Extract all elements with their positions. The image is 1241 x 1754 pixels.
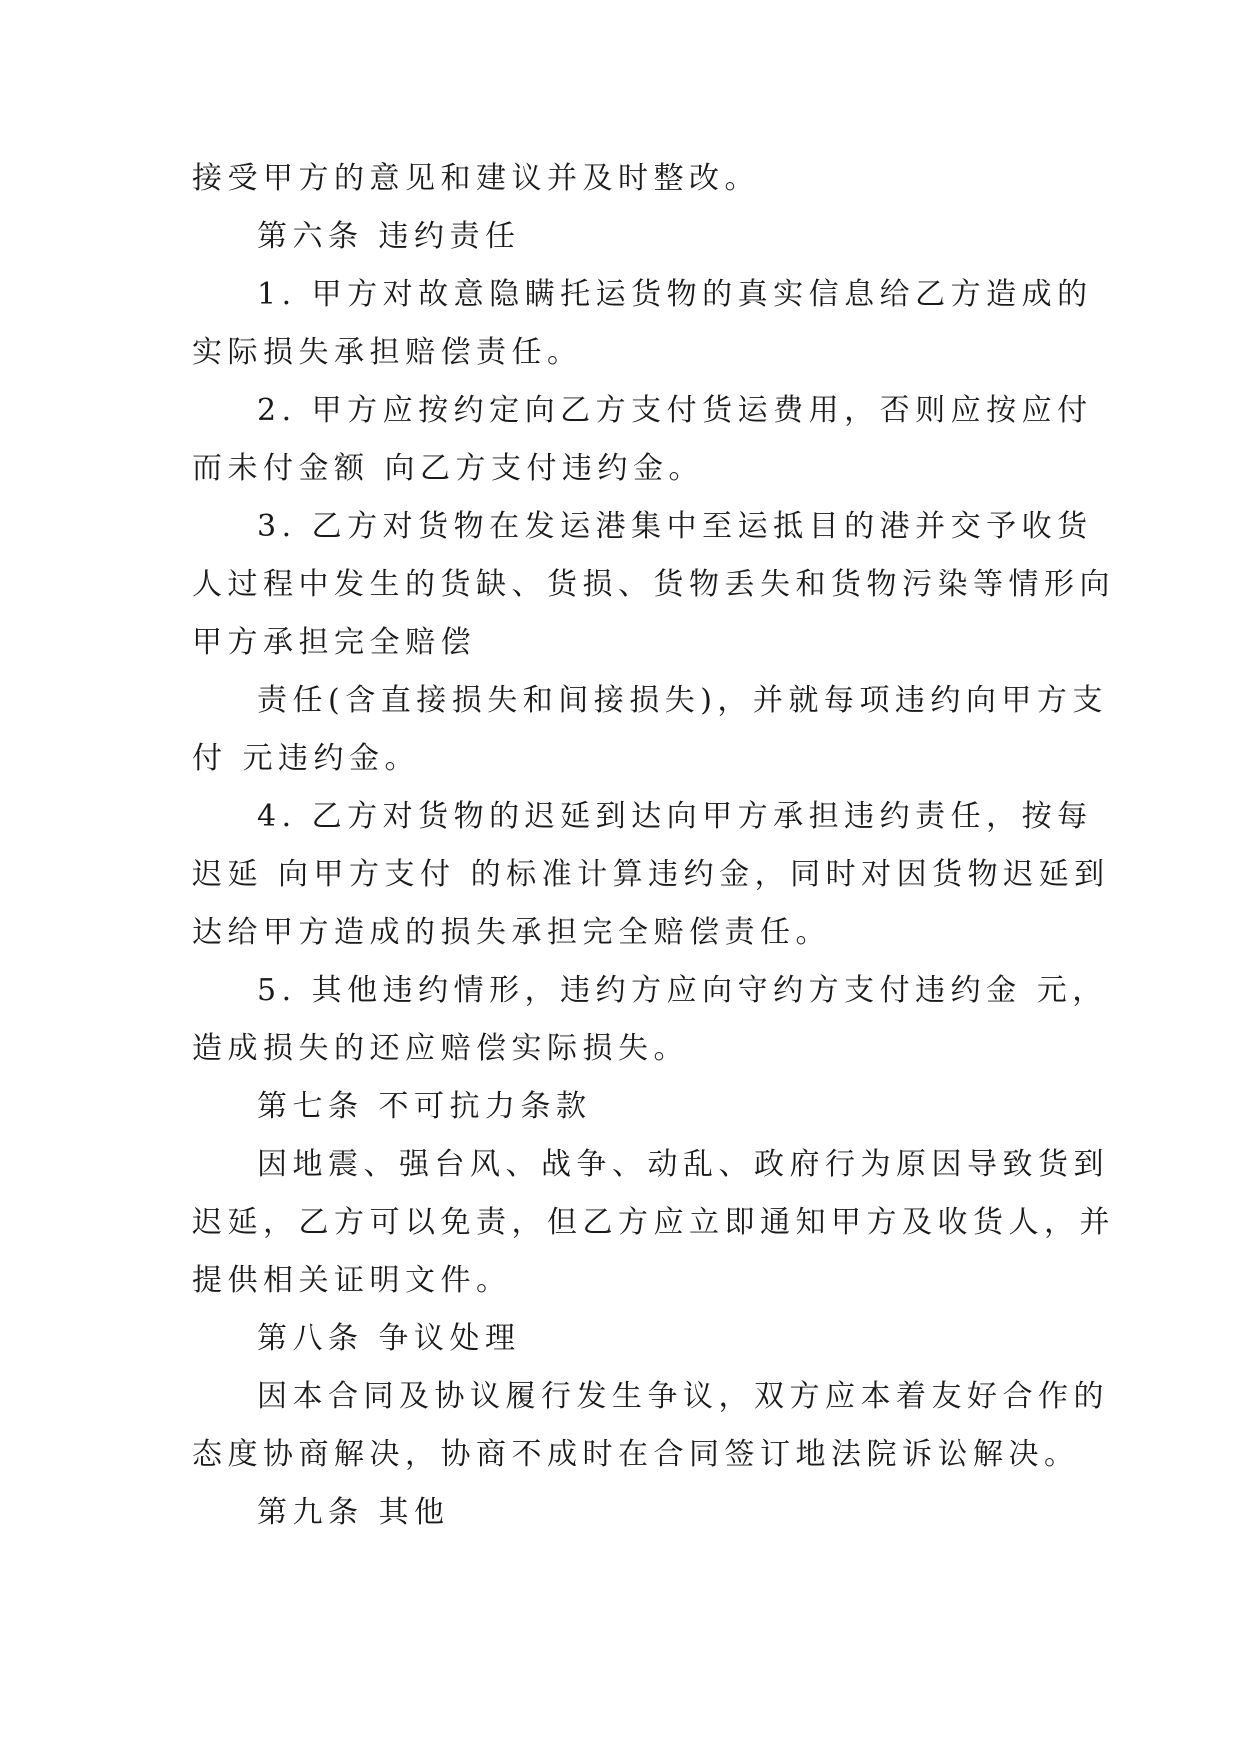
text-line: 接受甲方的意见和建议并及时整改。 (192, 161, 760, 196)
text-line: 5. 其他违约情形，违约方应向守约方支付违约金 元， (257, 973, 1108, 1008)
text-line: 甲方承担完全赔偿 (192, 625, 476, 660)
text-line: 2. 甲方应按约定向乙方支付货运费用，否则应按应付 (257, 393, 1093, 428)
text-line: 迟延 向甲方支付 的标准计算违约金，同时对因货物迟延到 (192, 857, 1110, 892)
text-line: 第六条 违约责任 (257, 219, 521, 254)
text-line: 责任(含直接损失和间接损失)，并就每项违约向甲方支 (257, 683, 1108, 718)
text-line: 造成损失的还应赔偿实际损失。 (192, 1031, 689, 1066)
text-line: 4. 乙方对货物的迟延到达向甲方承担违约责任，按每 (257, 799, 1093, 834)
text-line: 提供相关证明文件。 (192, 1263, 512, 1298)
text-line: 因地震、强台风、战争、动乱、政府行为原因导致货到 (257, 1147, 1109, 1182)
text-line: 迟延，乙方可以免责，但乙方应立即通知甲方及收货人，并 (192, 1205, 1115, 1240)
text-line: 付 元违约金。 (192, 741, 421, 776)
text-line: 达给甲方造成的损失承担完全赔偿责任。 (192, 915, 831, 950)
text-line: 因本合同及协议履行发生争议，双方应本着友好合作的 (257, 1379, 1109, 1414)
text-line: 而未付金额 向乙方支付违约金。 (192, 451, 705, 486)
text-line: 人过程中发生的货缺、货损、货物丢失和货物污染等情形向 (192, 567, 1115, 602)
text-line: 态度协商解决，协商不成时在合同签订地法院诉讼解决。 (192, 1437, 1080, 1472)
text-line: 实际损失承担赔偿责任。 (192, 335, 583, 370)
text-line: 第八条 争议处理 (257, 1321, 521, 1356)
text-line: 1. 甲方对故意隐瞒托运货物的真实信息给乙方造成的 (257, 277, 1093, 312)
text-line: 3. 乙方对货物在发运港集中至运抵目的港并交予收货 (257, 509, 1093, 544)
text-line: 第七条 不可抗力条款 (257, 1089, 592, 1124)
document-body (192, 150, 1115, 1542)
text-line: 第九条 其他 (257, 1495, 450, 1530)
